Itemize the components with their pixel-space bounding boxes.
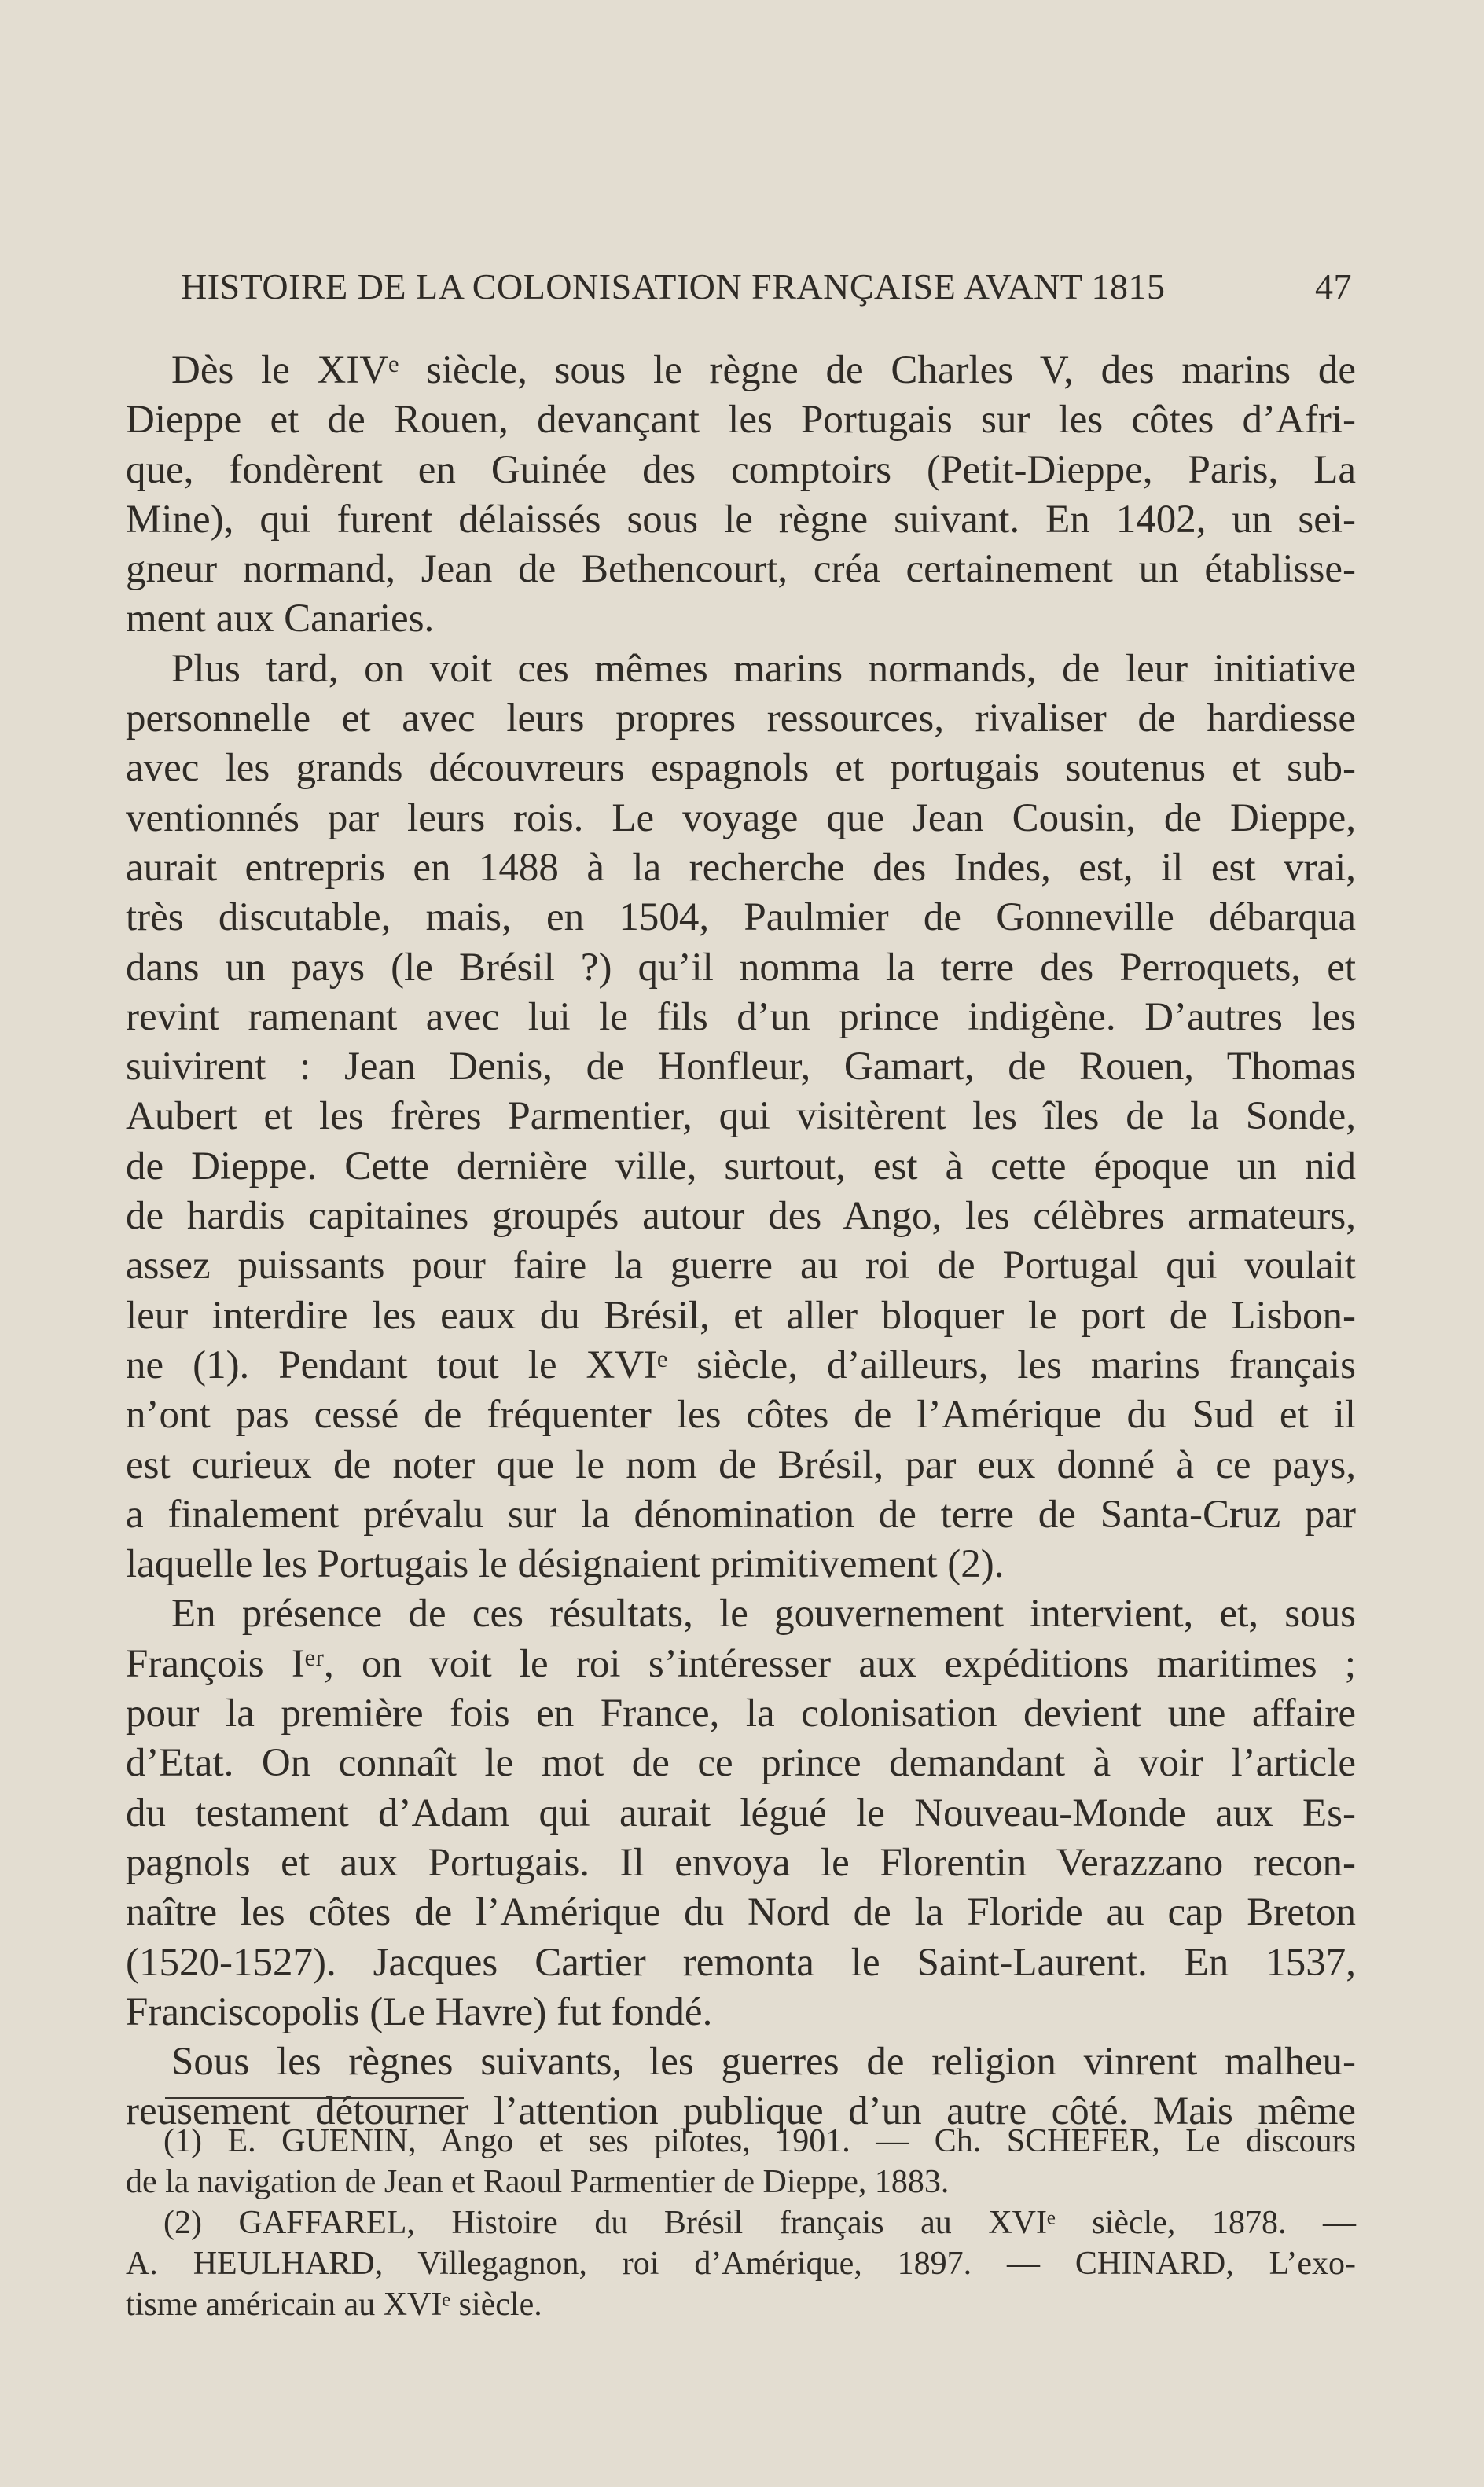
text-line: personnelle et avec leurs propres ressources, rivaliser de hardiesse [126, 696, 1356, 741]
text-line: suivirent : Jean Denis, de Honfleur, Gamart, de Rouen, Thomas [126, 1045, 1356, 1089]
footnote-divider [165, 2097, 464, 2099]
running-title: HISTOIRE DE LA COLONISATION FRANÇAISE AVANT 1815 [181, 266, 1166, 307]
text-line: pour la première fois en France, la colonisation devient une affaire [126, 1692, 1356, 1736]
text-line: Dès le XIVᵉ siècle, sous le règne de Charles V, des marins de [171, 348, 1356, 392]
text-line: Dieppe et de Rouen, devançant les Portugais sur les côtes d’Afri- [126, 398, 1356, 443]
footnotes [126, 2121, 1356, 2325]
text-line: Aubert et les frères Parmentier, qui visitèrent les îles de la Sonde, [126, 1094, 1356, 1139]
text-line: d’Etat. On connaît le mot de ce prince demandant à voir l’article [126, 1741, 1356, 1786]
text-line: En présence de ces résultats, le gouvernement intervient, et, sous [171, 1592, 1356, 1637]
text-line: François Iᵉʳ, on voit le roi s’intéresser aux expéditions maritimes ; [126, 1641, 1356, 1686]
text-line: aurait entrepris en 1488 à la recherche des Indes, est, il est vrai, [126, 845, 1356, 890]
text-line: (1520-1527). Jacques Cartier remonta le Saint-Laurent. En 1537, [126, 1940, 1356, 1985]
text-line: de Dieppe. Cette dernière ville, surtout, est à cette époque un nid [126, 1144, 1356, 1188]
text-line: gneur normand, Jean de Bethencourt, créa certainement un établisse- [126, 547, 1356, 592]
text-line: ment aux Canaries. [126, 597, 435, 641]
text-line: pagnols et aux Portugais. Il envoya le Florentin Verazzano recon- [126, 1840, 1356, 1885]
text-line: du testament d’Adam qui aurait légué le Nouveau-Monde aux Es- [126, 1791, 1356, 1835]
text-line: Franciscopolis (Le Havre) fut fondé. [126, 1989, 713, 2034]
text-line: revint ramenant avec lui le fils d’un prince indigène. D’autres les [126, 994, 1356, 1039]
text-line: est curieux de noter que le nom de Brésil, par eux donné à ce pays, [126, 1442, 1356, 1487]
text-line: reusement détourner l’attention publique d’un autre côté. Mais même [126, 2089, 1356, 2134]
text-line: de hardis capitaines groupés autour des Ango, les célèbres armateurs, [126, 1194, 1356, 1239]
text-line: assez puissants pour faire la guerre au roi de Portugal qui voulait [126, 1244, 1356, 1288]
footnote-line: tisme américain au XVIᵉ siècle. [126, 2287, 542, 2323]
footnote-line: (1) E. GUENIN, Ango et ses pilotes, 1901. — Ch. SCHEFER, Le discours [163, 2123, 1356, 2159]
text-line: leur interdire les eaux du Brésil, et aller bloquer le port de Lisbon- [126, 1293, 1356, 1338]
text-line: très discutable, mais, en 1504, Paulmier de Gonneville débarqua [126, 895, 1356, 940]
text-line: que, fondèrent en Guinée des comptoirs (Petit-Dieppe, Paris, La [126, 447, 1356, 492]
text-line: Sous les règnes suivants, les guerres de religion vinrent malheu- [171, 2040, 1356, 2085]
footnote-line: (2) GAFFAREL, Histoire du Brésil français au XVIᵉ siècle, 1878. — [163, 2205, 1356, 2241]
text-line: Mine), qui furent délaissés sous le règne suivant. En 1402, un sei- [126, 497, 1356, 542]
footnote-line: A. HEULHARD, Villegagnon, roi d’Amérique, 1897. — CHINARD, L’exo- [126, 2246, 1356, 2282]
text-line: a finalement prévalu sur la dénomination de terre de Santa-Cruz par [126, 1492, 1356, 1537]
text-line: naître les côtes de l’Amérique du Nord de la Floride au cap Breton [126, 1890, 1356, 1935]
text-line: laquelle les Portugais le désignaient primitivement (2). [126, 1542, 1005, 1587]
page-number: 47 [1315, 266, 1352, 307]
text-line: avec les grands découvreurs espagnols et portugais soutenus et sub- [126, 746, 1356, 791]
text-line: dans un pays (le Brésil ?) qu’il nomma la terre des Perroquets, et [126, 945, 1356, 990]
body-text [126, 346, 1356, 2137]
text-line: n’ont pas cessé de fréquenter les côtes de l’Amérique du Sud et il [126, 1393, 1356, 1438]
footnote-line: de la navigation de Jean et Raoul Parmentier de Dieppe, 1883. [126, 2164, 950, 2200]
text-line: ne (1). Pendant tout le XVIᵉ siècle, d’ailleurs, les marins français [126, 1343, 1356, 1387]
text-line: Plus tard, on voit ces mêmes marins normands, de leur initiative [171, 646, 1356, 691]
text-line: ventionnés par leurs rois. Le voyage que Jean Cousin, de Dieppe, [126, 795, 1356, 840]
